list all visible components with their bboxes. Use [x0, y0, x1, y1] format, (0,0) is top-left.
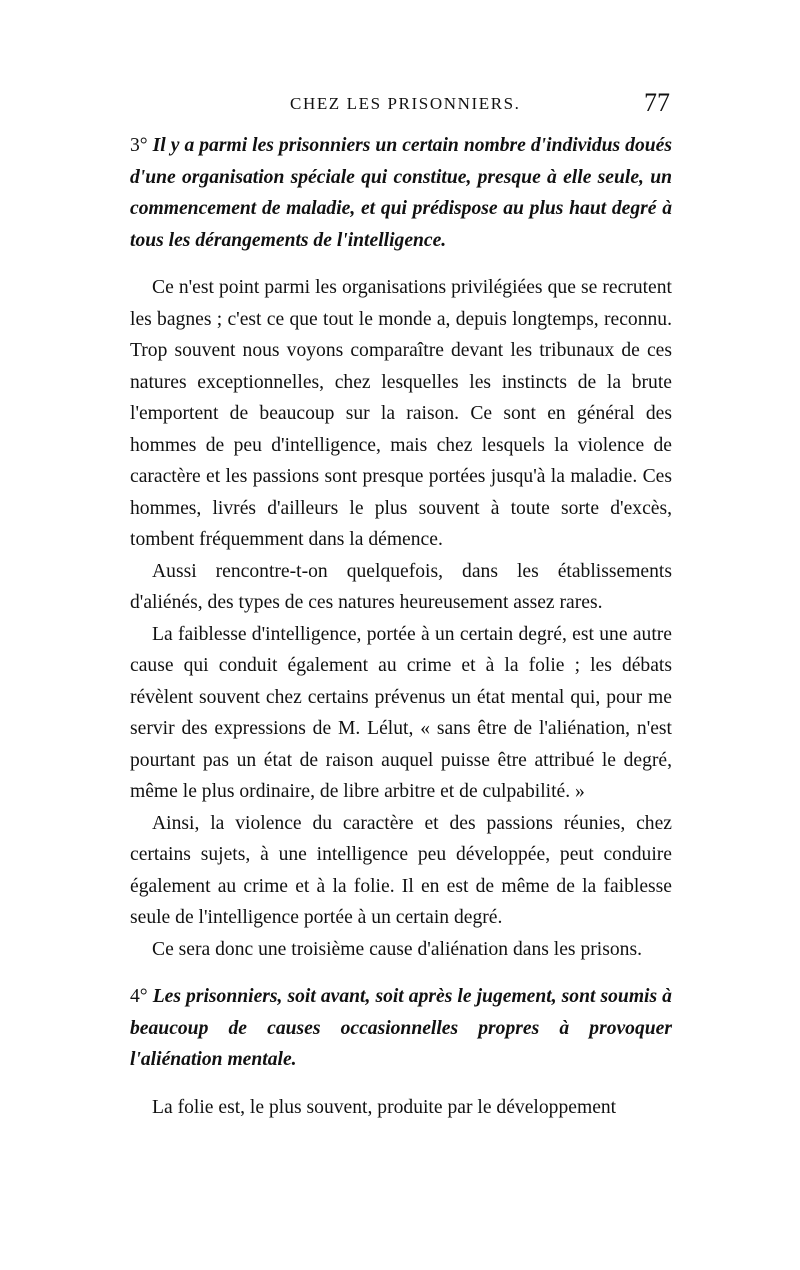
paragraph: Ce sera donc une troisième cause d'aliénation dans les prisons.: [152, 938, 642, 960]
paragraph: Aussi rencontre-t-on quelquefois, dans les établissements d'aliénés, des types de ces natures heureusement assez rares.: [130, 560, 672, 613]
paragraph: La faiblesse d'intelligence, portée à un certain degré, est une autre cause qui conduit également au crime et à la folie ; les débats révèlent souvent chez certains prévenus un état mental qui, pour me servir des expressions de M. Lélut, « sans être de l'aliénation, n'est pourtant pas un état de raison auquel puisse être attribué le degré, même le plus ordinaire, de libre arbitre et de culpabilité. »: [130, 623, 672, 802]
thesis-4-number: 4°: [130, 986, 148, 1007]
page-body: [130, 130, 672, 1123]
paragraph: Ainsi, la violence du caractère et des passions réunies, chez certains sujets, à une intelligence peu développée, peut conduire également au crime et à la folie. Il en est de même de la faiblesse seule de l'intelligence portée à un certain degré.: [130, 812, 672, 928]
thesis-3: [130, 130, 672, 256]
paragraph: Ce n'est point parmi les organisations privilégiées que se recrutent les bagnes ; c'est ce que tout le monde a, depuis longtemps, reconnu. Trop souvent nous voyons comparaître devant les tribunaux de ces natures exceptionnelles, chez lesquelles les instincts de la brute l'emportent de beaucoup sur la raison. Ce sont en général des hommes de peu d'intelligence, mais chez lesquels la violence de caractère et les passions sont presque portées jusqu'à la maladie. Ces hommes, livrés d'ailleurs le plus souvent à toute sorte d'excès, tombent fréquemment dans la démence.: [130, 277, 672, 550]
thesis-4: [130, 981, 672, 1076]
thesis-4-text: Les prisonniers, soit avant, soit après le jugement, sont soumis à beaucoup de causes occasionnelles propres à provoquer l'aliénation mentale.: [130, 986, 672, 1070]
page-number: 77: [644, 88, 670, 117]
paragraph-last: La folie est, le plus souvent, produite par le développement: [152, 1096, 617, 1118]
running-title: CHEZ LES PRISONNIERS.: [290, 94, 521, 113]
page-header: [130, 88, 670, 120]
thesis-3-number: 3°: [130, 135, 148, 156]
thesis-3-text: Il y a parmi les prisonniers un certain nombre d'individus doués d'une organisation spéciale qui constitue, presque à elle seule, un commencement de maladie, et qui prédispose au plus haut degré à tous les dérangements de l'intelligence.: [130, 135, 672, 251]
